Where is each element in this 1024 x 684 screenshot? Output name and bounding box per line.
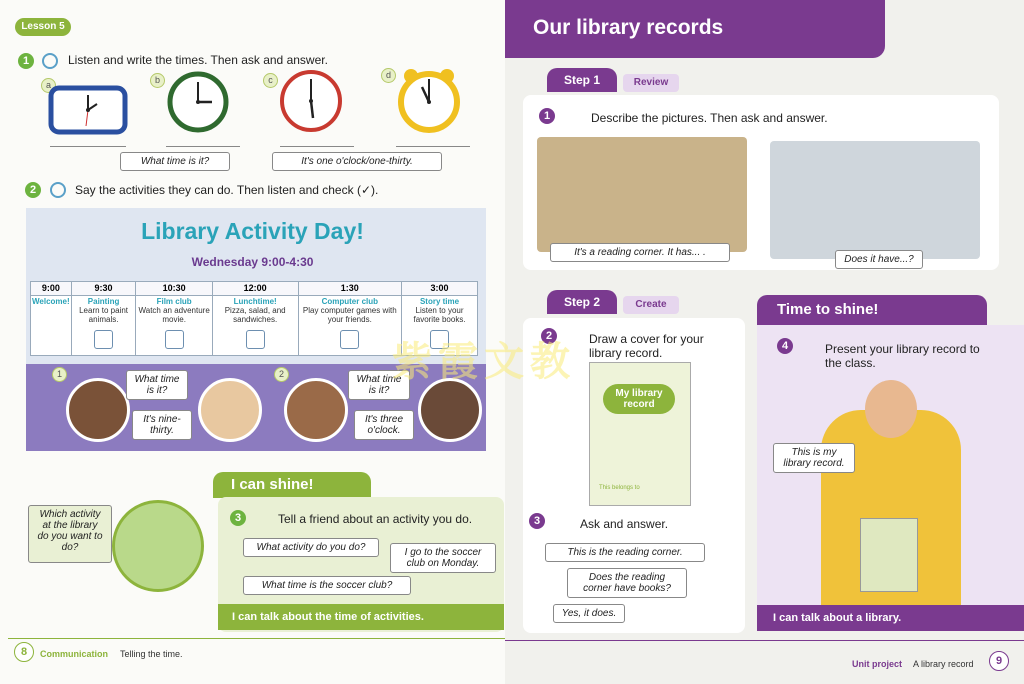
exercise-instruction: Present your library record to the class. [825,342,980,370]
answer-line[interactable] [396,146,470,147]
speech-bubble: Which activity at the library do you want to do? [28,505,112,563]
lesson-tag: Lesson 5 [15,18,71,36]
activity-description: Listen to your favorite books. [413,306,466,324]
activity-name: Story time [419,297,460,306]
activity-checkbox[interactable] [246,330,265,349]
schedule-time: 9:00 [31,282,72,296]
exercise-number: 4 [777,338,793,354]
speech-bubble: It's three o'clock. [354,410,414,440]
activity-name: Film club [156,297,192,306]
shine-title: Time to shine! [757,295,987,325]
record-booklet [860,518,918,592]
schedule-cell [136,296,212,356]
exercise-instruction: Listen and write the times. Then ask and answer. [68,53,328,67]
clock-c-icon [278,68,344,134]
activity-name: Welcome! [32,297,70,306]
student-face [865,380,917,438]
girl-avatar [66,378,130,442]
step-label: Step 2 [547,290,617,314]
activity-description: Play computer games with your friends. [302,306,397,324]
speech-bubble: What time is it? [126,370,188,400]
boy-avatar [284,378,348,442]
activity-description: Watch an adventure movie. [138,306,210,324]
schedule-time: 12:00 [212,282,298,296]
activity-description: Pizza, salad, and sandwiches. [224,306,286,324]
activity-checkbox[interactable] [165,330,184,349]
speech-bubble: This is my library record. [773,443,855,473]
answer-line[interactable] [166,146,240,147]
reading-corner-photo [537,137,747,252]
schedule-times [31,282,478,296]
footer-topic: A library record [913,659,974,669]
speech-bubble: It's a reading corner. It has... . [550,243,730,262]
audio-icon[interactable] [42,53,58,69]
schedule-cell [212,296,298,356]
footer-section: Communication [40,649,109,659]
girl-avatar [418,378,482,442]
activity-checkbox[interactable] [340,330,359,349]
page-number: 9 [989,651,1009,671]
clock-letter: a [41,78,56,93]
footer-rule [8,638,505,639]
schedule-time: 3:00 [402,282,478,296]
speech-bubble: It's one o'clock/one-thirty. [272,152,442,171]
page-number: 8 [14,642,34,662]
schedule-cell [31,296,72,356]
exercise-instruction: Tell a friend about an activity you do. [278,512,473,526]
step-label: Step 1 [547,68,617,92]
schedule-time: 9:30 [71,282,136,296]
schedule-time: 1:30 [298,282,402,296]
right-page [505,0,1024,684]
speech-bubble: It's nine-thirty. [132,410,192,440]
dialogue-number: 2 [274,367,289,382]
activity-description: Learn to paint animals. [79,306,129,324]
computer-room-photo [770,141,980,259]
answer-line[interactable] [50,146,126,147]
exercise-instruction: Ask and answer. [580,517,669,531]
footer-section: Unit project [852,659,903,669]
activity-name: Painting [87,297,120,306]
exercise-instruction: Say the activities they can do. Then listen and check (✓). [75,183,379,197]
exercise-number: 2 [541,328,557,344]
activity-name: Lunchtime! [233,297,277,306]
speech-bubble: What activity do you do? [243,538,379,557]
speech-bubble: What time is it? [120,152,230,171]
teacher-avatar [112,500,204,592]
audio-icon[interactable] [50,182,66,198]
activity-checkbox[interactable] [94,330,113,349]
cover-title: My library record [603,384,675,414]
poster-title: Library Activity Day! [141,218,364,244]
exercise-instruction: Draw a cover for your library record. [589,332,704,360]
schedule-cell [298,296,402,356]
poster-subtitle: Wednesday 9:00-4:30 [191,255,314,269]
cover-belongs: This belongs to [599,485,640,491]
boy-avatar [198,378,262,442]
schedule-cell [71,296,136,356]
exercise-instruction: Describe the pictures. Then ask and answer. [591,111,828,125]
page-title: Our library records [533,16,724,39]
exercise-number: 1 [18,53,34,69]
clock-letter: c [263,73,278,88]
speech-bubble: What time is the soccer club? [243,576,411,595]
clock-letter: b [150,73,165,88]
clock-b-icon [166,70,230,134]
speech-bubble: What time is it? [348,370,410,400]
clock-d-icon [396,64,462,134]
exercise-number: 2 [25,182,41,198]
step-sublabel: Review [623,74,679,92]
footer-topic: Telling the time. [120,649,183,659]
dialogue-number: 1 [52,367,67,382]
step-sublabel: Create [623,296,679,314]
watermark: 紫霞文教 [392,340,576,384]
exercise-number: 3 [230,510,246,526]
speech-bubble: Does it have...? [835,250,923,269]
clock-a-icon [48,82,128,136]
ican-title: I can shine! [213,472,371,498]
speech-bubble: Yes, it does. [553,604,625,623]
speech-bubble: Does the reading corner have books? [567,568,687,598]
exercise-number: 1 [539,108,555,124]
schedule-time: 10:30 [136,282,212,296]
speech-bubble: This is the reading corner. [545,543,705,562]
activity-name: Computer club [321,297,379,306]
exercise-number: 3 [529,513,545,529]
ican-statement: I can talk about the time of activities. [218,604,504,630]
clock-letter: d [381,68,396,83]
answer-line[interactable] [280,146,354,147]
speech-bubble: I go to the soccer club on Monday. [390,543,496,573]
shine-statement: I can talk about a library. [757,605,1024,631]
footer-rule [505,640,1024,641]
